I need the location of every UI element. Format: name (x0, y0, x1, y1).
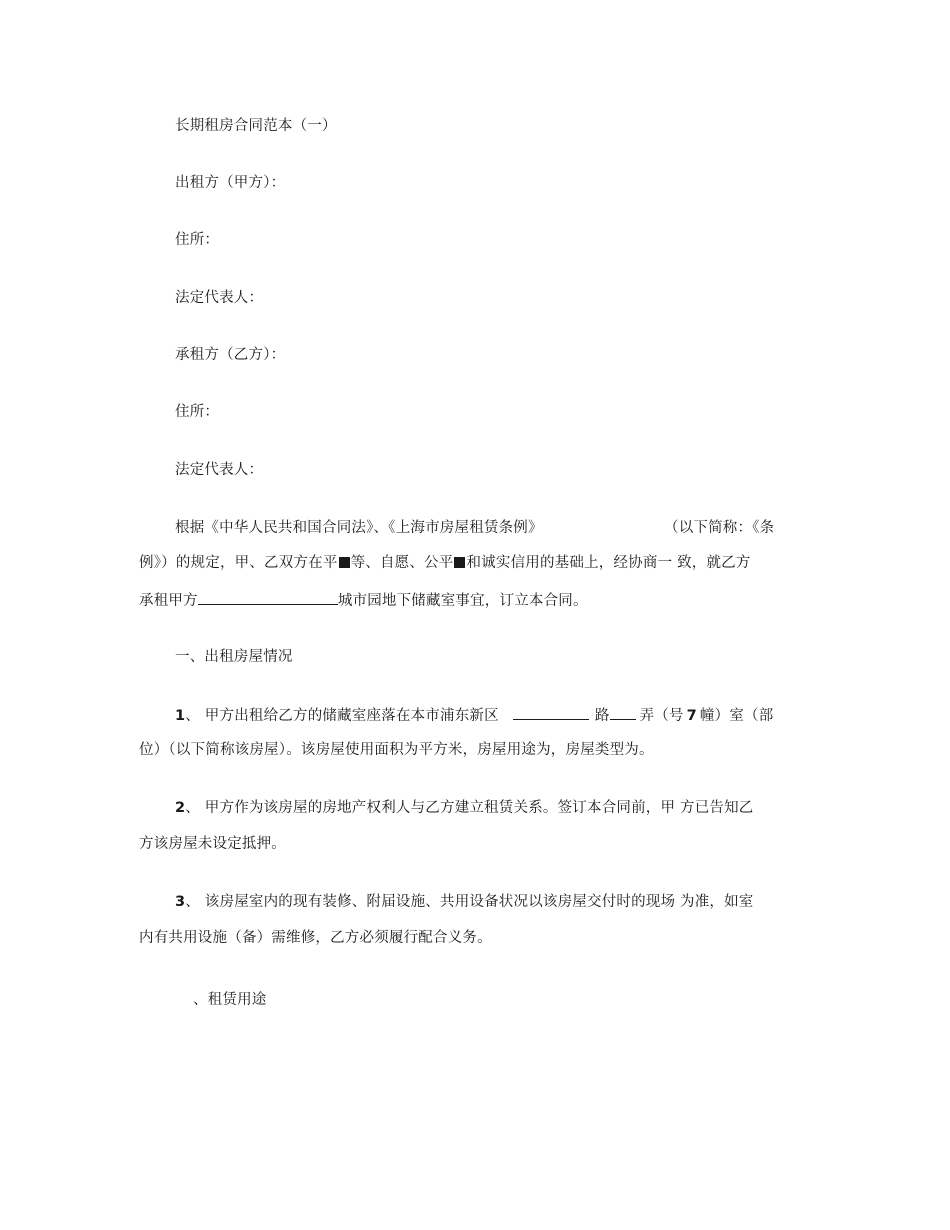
preamble-line-3 (139, 590, 588, 611)
clause-text: 、 该房屋室内的现有装修、附届设施、共用设备状况以该房屋交付时的现场 为准，如室 (185, 894, 754, 910)
clause-number: 2 (175, 800, 186, 816)
clause-text: 、 甲方作为该房屋的房地产权利人与乙方建立租赁关系。签订本合同前，甲 方已告知乙 (185, 800, 754, 816)
lessee-label: 承租方（乙方）： (175, 347, 286, 363)
preamble-text: 等、自愿、公平 (350, 555, 454, 571)
building-number: 7 (686, 708, 697, 724)
preamble-text: 城市园地下储藏室事宜，订立本合同。 (337, 593, 588, 609)
section-heading: 、租赁用途 (193, 992, 267, 1008)
clause-number: 1 (175, 708, 186, 724)
preamble-text: 和诚实信用的基础上，经协商一 致，就乙方 (466, 555, 751, 571)
preamble-line-1-tail: （以下简称：《条 (664, 520, 775, 536)
clause-2-line-2: 方该房屋未设定抵押。 (139, 836, 286, 852)
clause-1-line-1 (175, 705, 773, 726)
preamble-line-2 (139, 553, 751, 573)
filled-square-glyph (339, 557, 350, 568)
clause-text: 、 甲方出租给乙方的储藏室座落在本市浦东新区 (185, 708, 499, 724)
fill-in-blank (513, 705, 589, 720)
lessee-address-label: 住所： (175, 404, 220, 420)
fill-in-blank (198, 590, 338, 605)
preamble-line-1 (175, 518, 543, 538)
clause-3-line-2: 内有共用设施（备）需维修，乙方必须履行配合义务。 (139, 930, 492, 946)
fill-in-blank (610, 705, 636, 720)
clause-text: 幢）室（部 (699, 708, 774, 724)
lessor-representative-label: 法定代表人： (175, 290, 264, 306)
clause-1-line-2: 位）（以下简称该房屋）。该房屋使用面积为平方米，房屋用途为，房屋类型为。 (139, 742, 654, 758)
clause-text: 路 (594, 708, 610, 724)
lessee-representative-label: 法定代表人： (175, 462, 264, 478)
clause-3-line-1 (175, 892, 754, 912)
clause-text: 弄（号 (639, 708, 684, 724)
section-heading: 一、出租房屋情况 (175, 649, 293, 665)
clause-2-line-1 (175, 798, 754, 818)
preamble-text: 根据《中华人民共和国合同法》、《上海市房屋租赁条例》 (175, 520, 543, 536)
document-title: 长期租房合同范本（一） (175, 118, 337, 134)
clause-number: 3 (175, 894, 186, 910)
preamble-text: 例》）的规定，甲、乙双方在平 (139, 555, 338, 571)
filled-square-glyph (454, 557, 465, 568)
lessor-label: 出租方（甲方）： (175, 175, 286, 191)
preamble-text: 承租甲方 (139, 593, 198, 609)
lessor-address-label: 住所： (175, 232, 220, 248)
